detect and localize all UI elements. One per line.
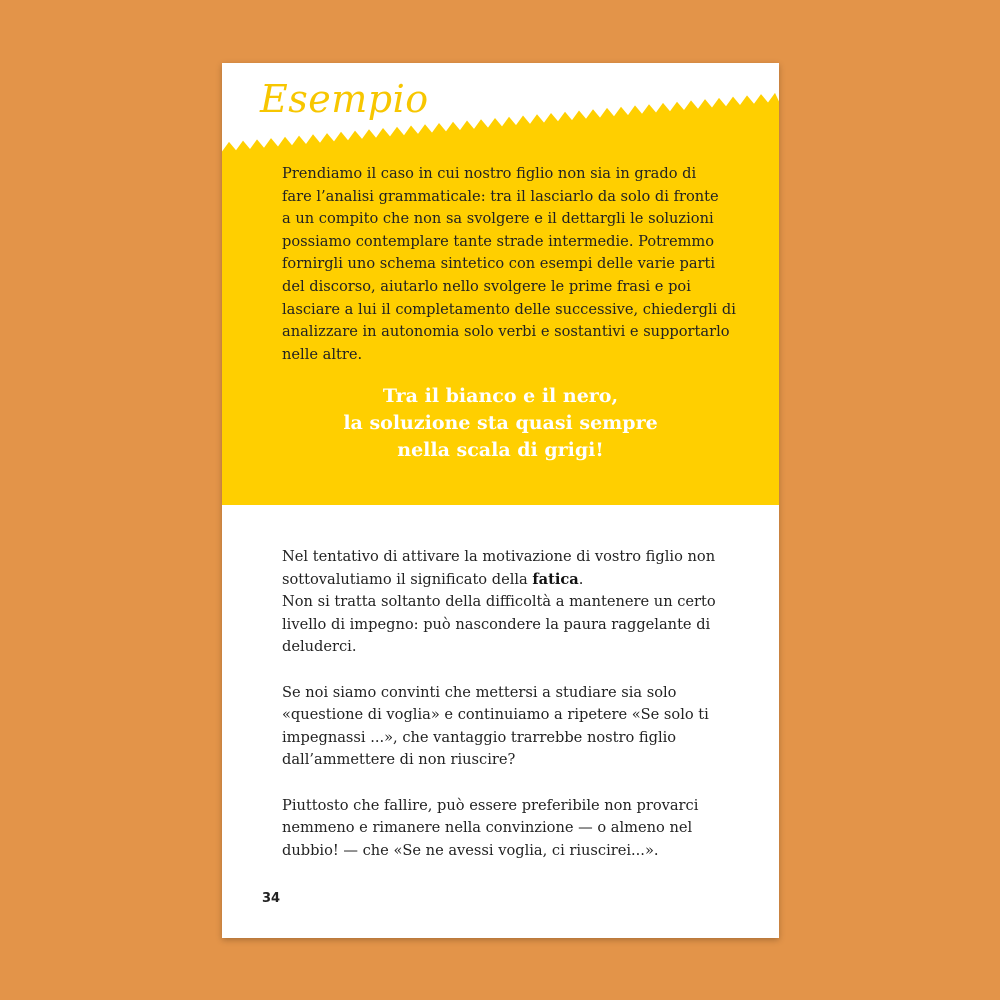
callout-quote: Tra il bianco e il nero, la soluzione sta quasi sempre nella scala di grigi!: [343, 385, 658, 461]
page-number: 34: [262, 891, 281, 906]
keyword-fatica: fatica: [532, 570, 579, 588]
example-heading: Esempio: [260, 77, 429, 121]
body-paragraph-1: Nel tentativo di attivare la motivazione di vostro figlio non sottovalutiamo il significato della fatica. Non si tratta soltanto della difficoltà a mantenere un certo livello di impegno: può nascondere la paura raggelante di deluderci.: [282, 548, 716, 656]
book-page: [222, 63, 779, 938]
body-paragraph-2: Se noi siamo convinti che mettersi a studiare sia solo «questione di voglia» e continuiamo a ripetere «Se solo ti impegnassi ...», che vantaggio trarrebbe nostro figlio dall’ammettere di non riuscire?: [282, 683, 709, 769]
body-text: [282, 546, 752, 885]
body-paragraph-3: Piuttosto che fallire, può essere preferibile non provarci nemmeno e rimanere nella convinzione — o almeno nel dubbio! — che «Se ne avessi voglia, ci riuscirei...».: [282, 796, 699, 859]
example-paragraph: Prendiamo il caso in cui nostro figlio non sia in grado di fare l’analisi grammaticale: tra il lasciarlo da solo di fronte a un compito che non sa svolgere e il dettargli le soluzioni possiamo contemplare tante strade intermedie. Potremmo fornirgli uno schema sintetico con esempi delle varie parti del discorso, aiutarlo nello svolgere le prime frasi e poi lasciare a lui il completamento delle successive, chiedergli di analizzare in autonomia solo verbi e sostantivi e supportarlo nelle altre.: [282, 165, 736, 363]
